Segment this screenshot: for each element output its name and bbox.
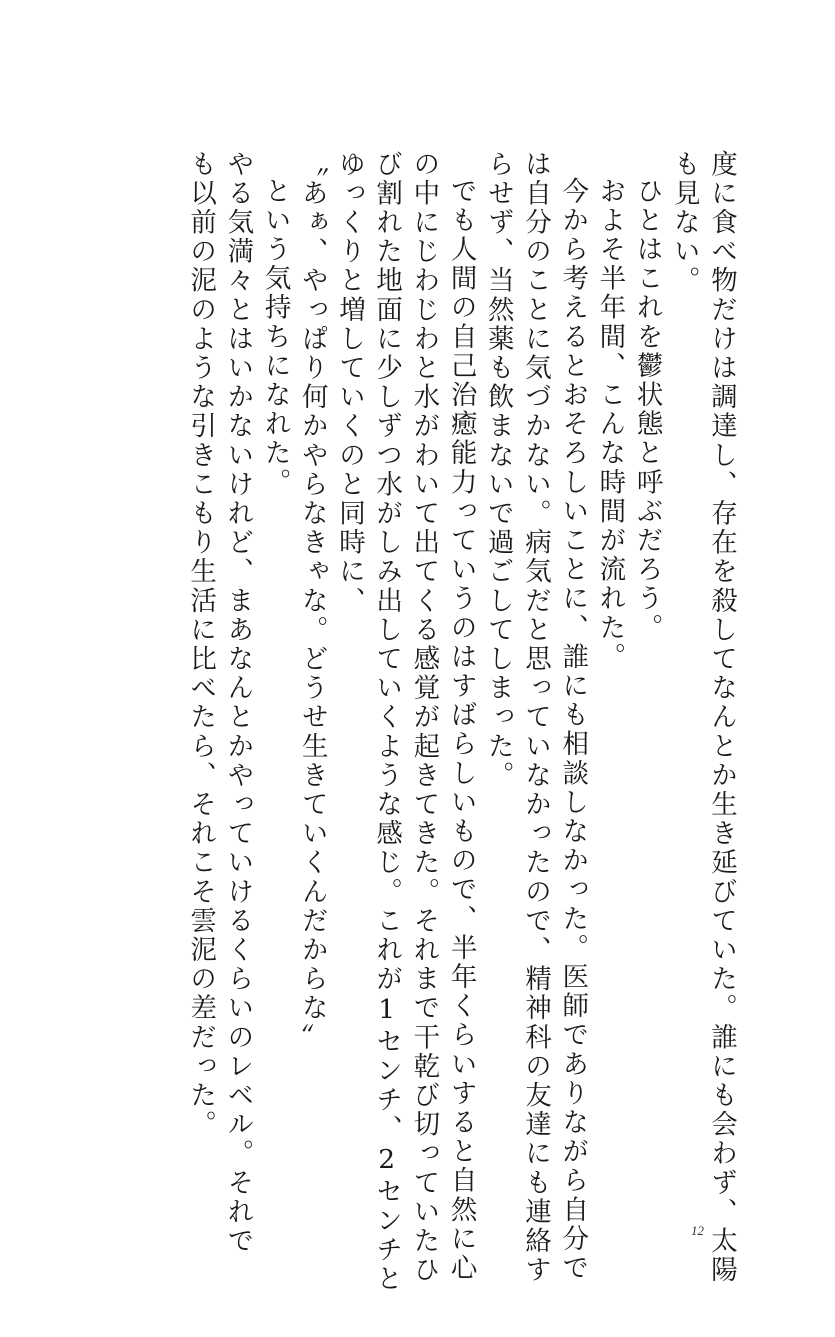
text-line: も見ない。 xyxy=(668,150,700,296)
text-line: 度に食べ物だけは調達し、存在を殺してなんとか生き延びていた。誰にも会わず、太陽 xyxy=(706,150,737,1285)
text-line: は自分のことに気づかない。病気だと思っていなかったので、精神科の友達にも連絡す xyxy=(519,150,551,1285)
text-line: び割れた地面に少しずつ水がしみ出していくような感じ。これが1センチ、2センチと xyxy=(371,150,403,1294)
text-line: ゆっくりと増していくのと同時に、 xyxy=(333,150,365,616)
text-line: やる気満々とはいかないけれど、まあなんとかやっていけるくらいのレベル。それで xyxy=(222,150,254,1256)
text-line: 今から考えるとおそろしいことに、誰にも相談しなかった。医師でありながら自分で xyxy=(557,176,589,1283)
text-line: でも人間の自己治癒能力っていうのはすばらしいもので、半年くらいすると自然に心 xyxy=(445,176,477,1283)
text-line: も以前の泥のような引きこもり生活に比べたら、それこそ雲泥の差だった。 xyxy=(185,150,217,1140)
text-line: という気持ちになれた。 xyxy=(259,176,291,497)
text-line: ひとはこれを鬱状態と呼ぶだろう。 xyxy=(631,176,663,643)
page-number: 12 xyxy=(691,1223,704,1238)
quoted-line: 〝あぁ、やっぱり何かやらなきゃな。どうせ生きていくんだからな〟 xyxy=(296,150,328,1053)
text-line: らせず、当然薬も飲まないで過ごしてしまった。 xyxy=(482,150,514,791)
text-line: およそ半年間、こんな時間が流れた。 xyxy=(594,176,626,672)
text-line: の中にじわじわと水がわいて出てくる感覚が起きてきた。それまで干乾び切っていたひ xyxy=(408,150,440,1285)
